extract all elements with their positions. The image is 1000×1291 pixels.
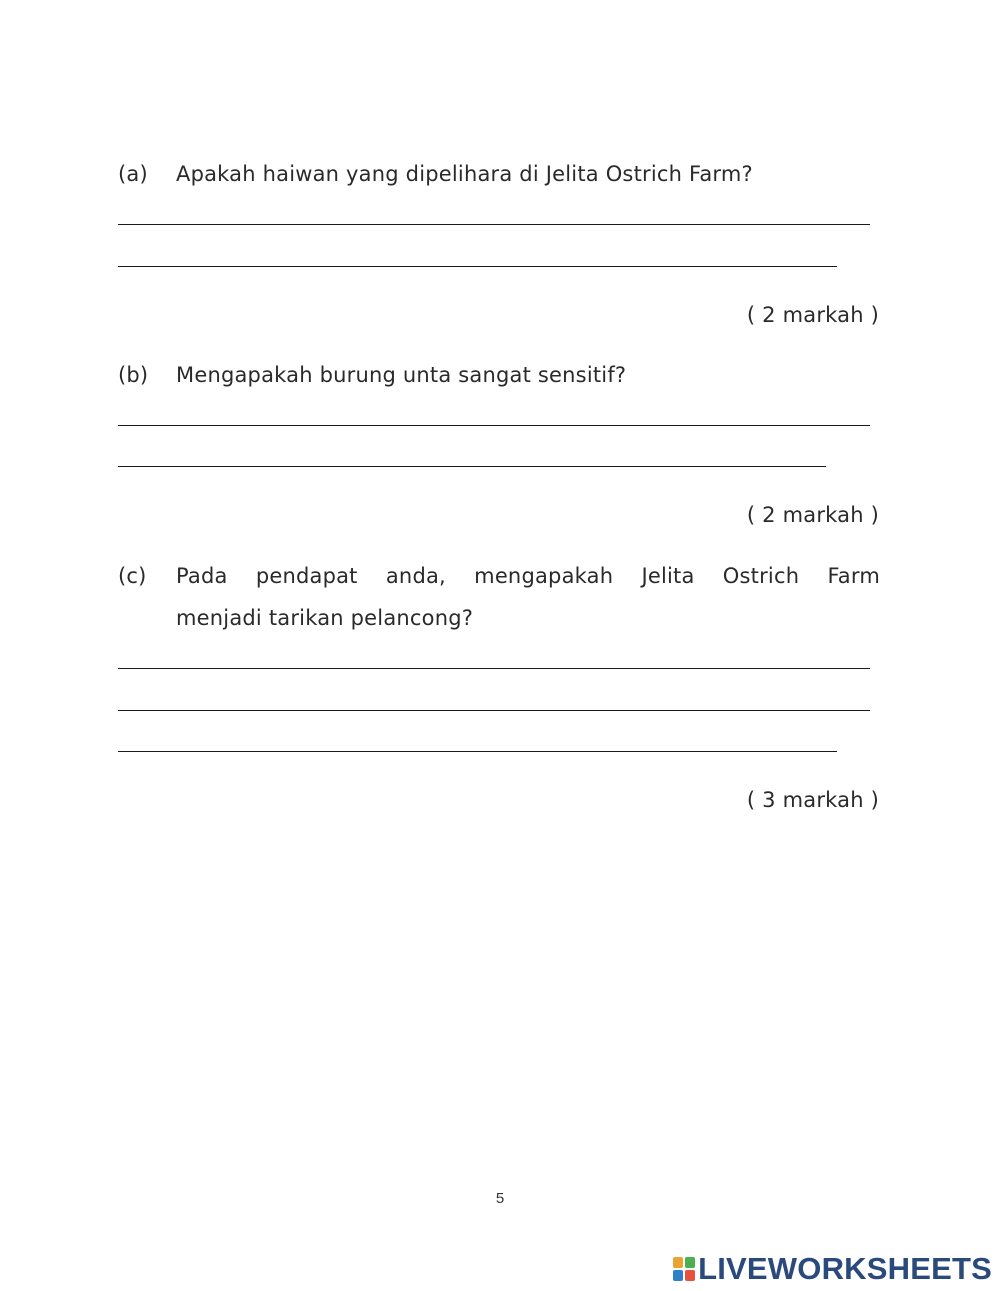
brand-name: LIVEWORKSHEETS [698,1251,992,1286]
page-number: 5 [495,1190,505,1207]
question-c-text-line1: Pada pendapat anda, mengapakah Jelita Ostrich Farm [176,564,880,588]
answer-line-b-1[interactable] [118,425,870,426]
question-b [118,354,880,396]
liveworksheets-brand[interactable] [673,1253,992,1285]
answer-line-c-3[interactable] [118,751,837,752]
question-c-label: (c) [118,564,147,588]
question-a-label: (a) [118,162,148,186]
marks-b: ( 2 markah ) [746,503,879,527]
answer-line-a-1[interactable] [118,224,870,225]
question-b-label: (b) [118,363,149,387]
question-a-text: Apakah haiwan yang dipelihara di Jelita Ostrich Farm? [176,162,753,186]
question-a [118,153,880,195]
marks-c: ( 3 markah ) [746,788,879,812]
answer-line-c-2[interactable] [118,710,870,711]
marks-a: ( 2 markah ) [746,303,879,327]
answer-line-a-2[interactable] [118,266,837,267]
question-c [118,555,880,639]
liveworksheets-logo-icon [673,1257,695,1281]
question-c-text-line2: menjadi tarikan pelancong? [176,606,474,630]
question-b-text: Mengapakah burung unta sangat sensitif? [176,363,627,387]
answer-line-b-2[interactable] [118,466,826,467]
answer-line-c-1[interactable] [118,668,870,669]
